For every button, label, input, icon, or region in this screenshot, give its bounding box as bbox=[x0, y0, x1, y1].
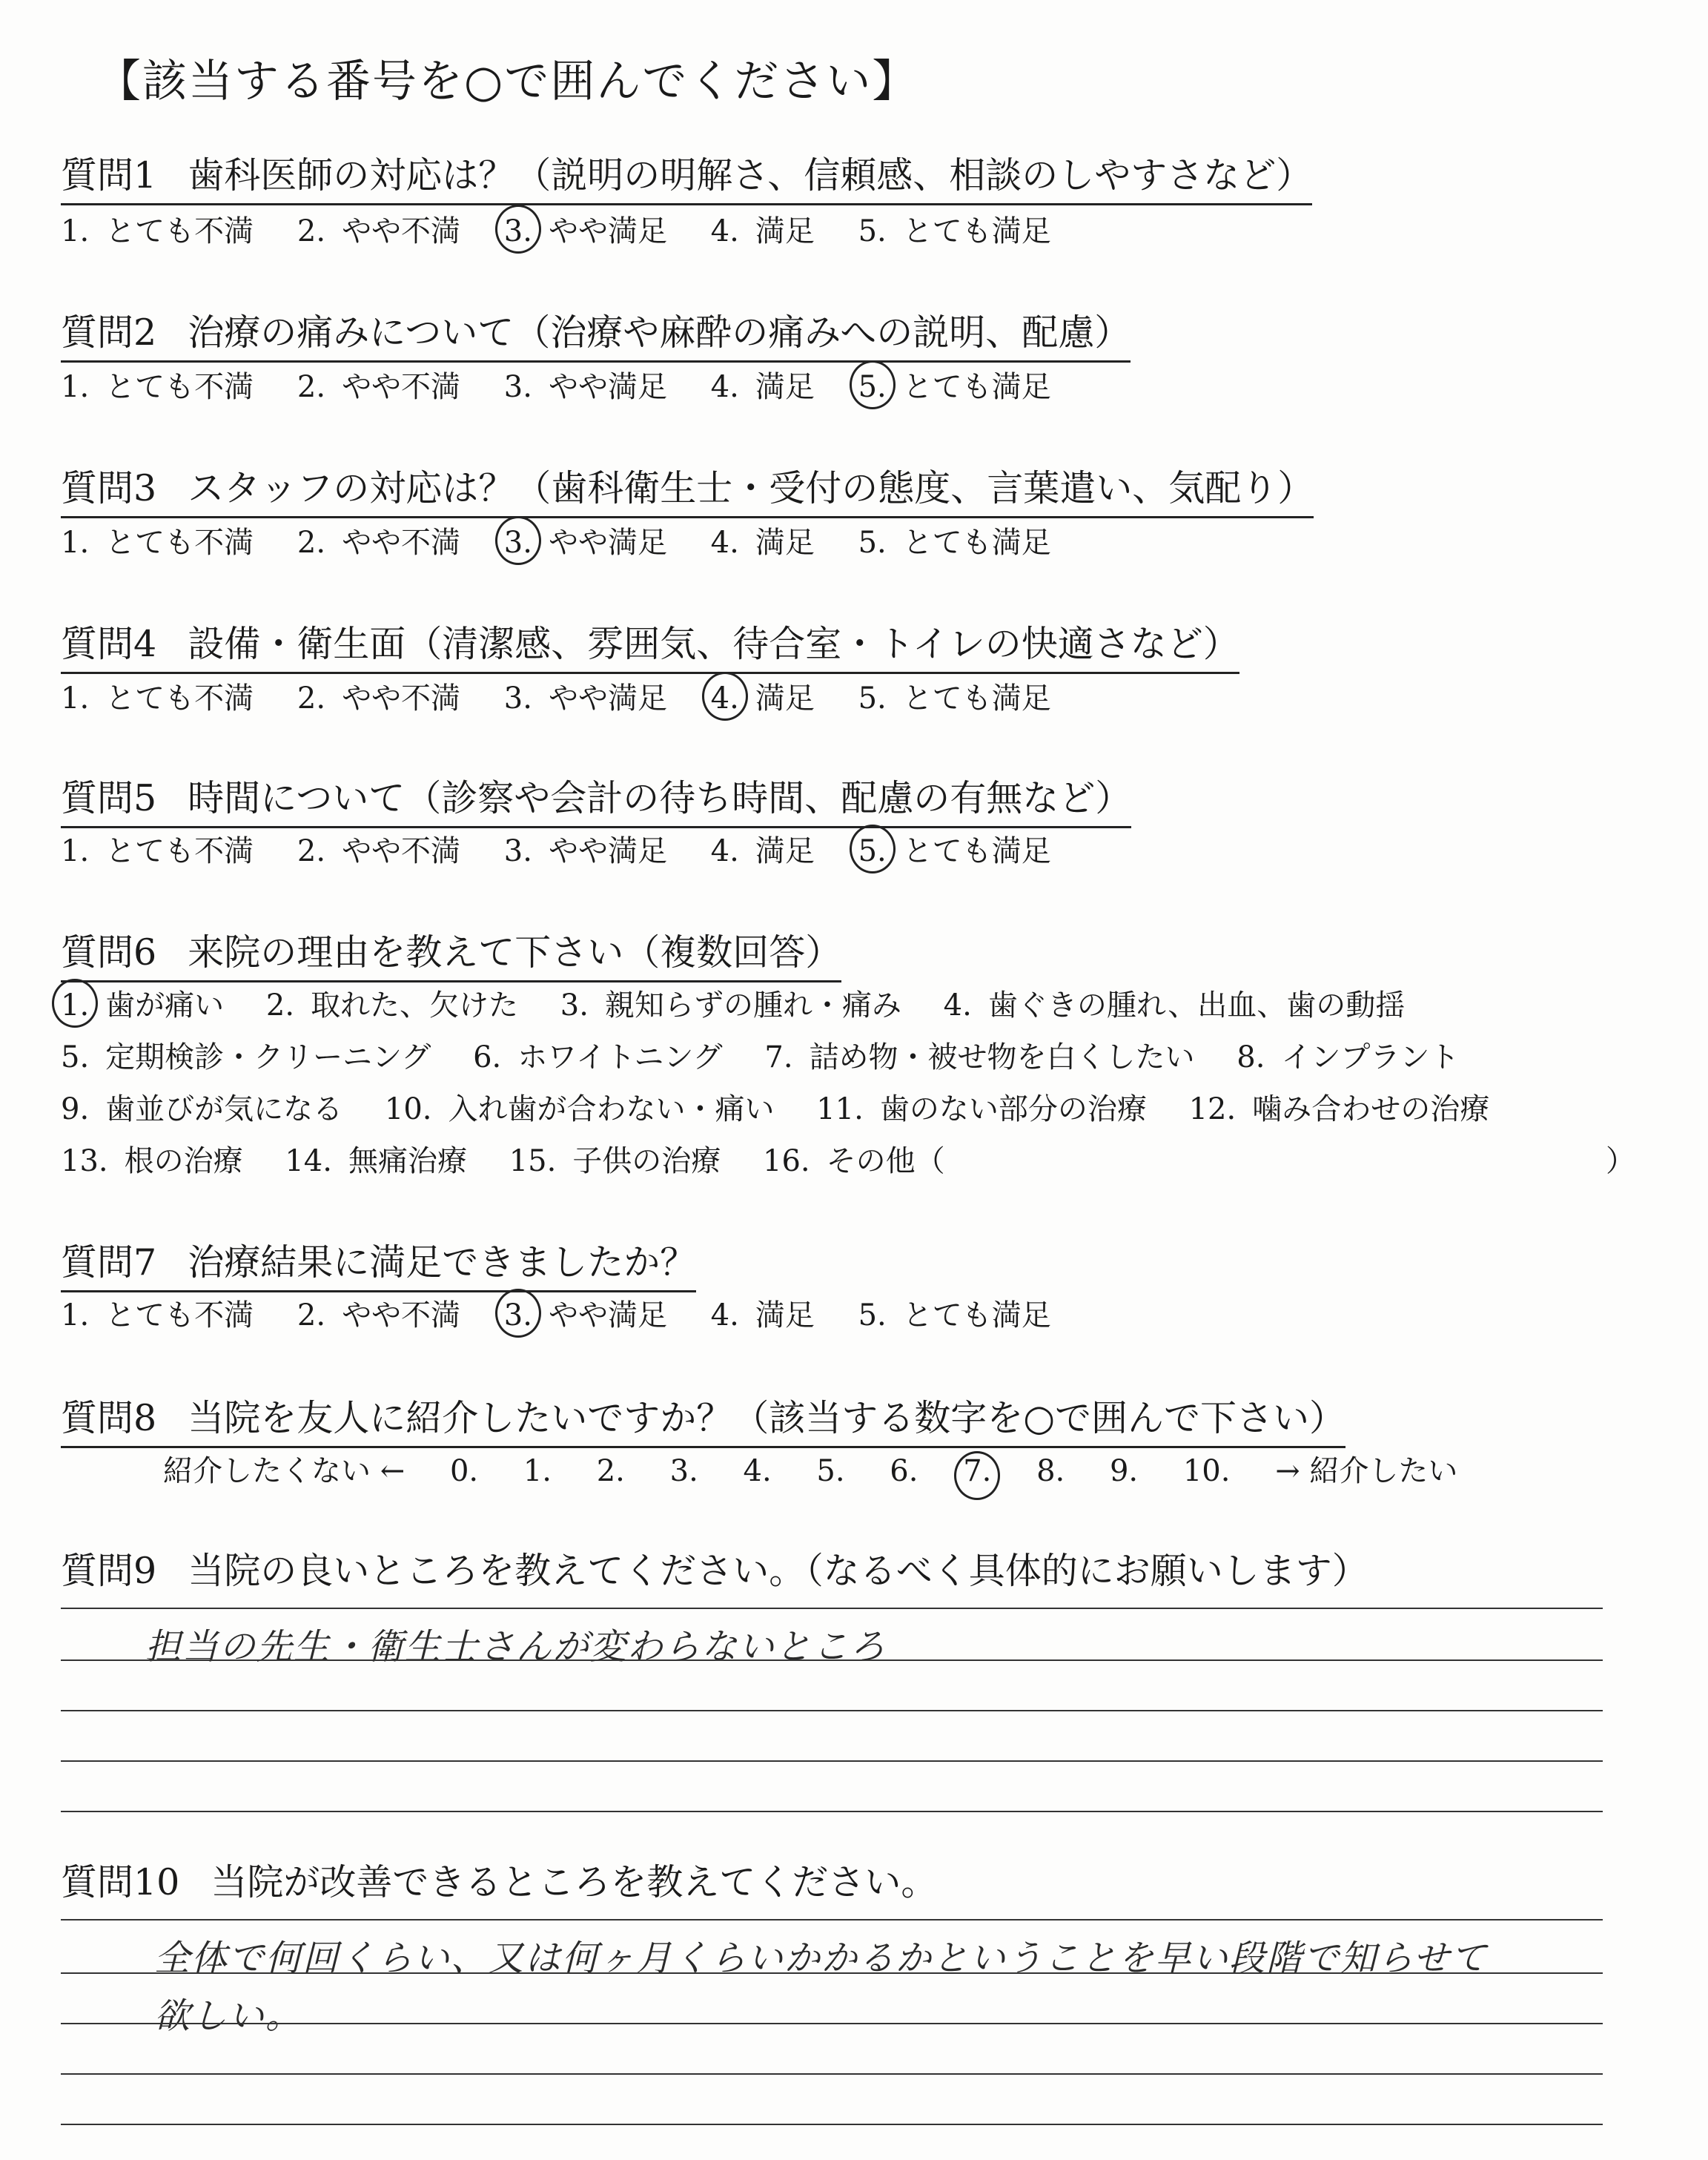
q8-score-8[interactable]: 8. bbox=[1036, 1454, 1065, 1488]
question-9-number: 質問9 bbox=[61, 1550, 157, 1592]
q9-handwritten-answer[interactable]: 担当の先生・衛生士さんが変わらないところ bbox=[145, 1626, 887, 1668]
question-3-text: スタッフの対応は？（歯科衛生士・受付の態度、言葉遣い、気配り） bbox=[188, 467, 1314, 509]
q6-reason-7[interactable]: 7. 詰め物・被せ物を白くしたい bbox=[764, 1040, 1195, 1074]
q8-score-4[interactable]: 4. bbox=[743, 1454, 772, 1488]
q8-left-label: 紹介したくない ← bbox=[163, 1454, 406, 1488]
q7-option-3-selected[interactable]: 3. やや満足 bbox=[504, 1292, 667, 1334]
question-5-heading bbox=[61, 770, 1131, 828]
question-9-text: 当院の良いところを教えてください。（なるべく具体的にお願いします） bbox=[188, 1550, 1368, 1592]
q10-answer-line-5 bbox=[61, 2124, 1603, 2125]
q8-recommend-scale bbox=[163, 1447, 1493, 1490]
q6-reasons-line-4 bbox=[61, 1137, 978, 1180]
q10-answer-line-1 bbox=[61, 1919, 1603, 1920]
question-3-heading bbox=[61, 460, 1314, 518]
question-6-text: 来院の理由を教えて下さい（複数回答） bbox=[188, 931, 842, 974]
question-4-options bbox=[61, 675, 1085, 717]
q4-option-1[interactable]: 1. とても不満 bbox=[61, 681, 254, 716]
question-1-heading bbox=[61, 147, 1312, 205]
q4-option-2[interactable]: 2. やや不満 bbox=[297, 681, 461, 716]
q6-reason-12[interactable]: 12. 噛み合わせの治療 bbox=[1188, 1092, 1490, 1126]
q5-option-2[interactable]: 2. やや不満 bbox=[297, 834, 461, 868]
q3-option-3-selected[interactable]: 3. やや満足 bbox=[504, 519, 667, 561]
q9-answer-line-4 bbox=[61, 1760, 1603, 1762]
q6-reason-5[interactable]: 5. 定期検診・クリーニング bbox=[61, 1040, 431, 1074]
q8-score-2[interactable]: 2. bbox=[596, 1454, 625, 1488]
q8-score-10[interactable]: 10. bbox=[1182, 1454, 1231, 1488]
q8-score-5[interactable]: 5. bbox=[816, 1454, 845, 1488]
q2-option-1[interactable]: 1. とても不満 bbox=[61, 370, 254, 404]
q2-option-2[interactable]: 2. やや不満 bbox=[297, 370, 461, 404]
q2-option-3[interactable]: 3. やや満足 bbox=[503, 370, 667, 404]
q8-score-6[interactable]: 6. bbox=[890, 1454, 918, 1488]
q1-option-1[interactable]: 1. とても不満 bbox=[61, 214, 254, 248]
q6-reason-9[interactable]: 9. 歯並びが気になる bbox=[61, 1092, 343, 1126]
question-2-text: 治療の痛みについて（治療や麻酔の痛みへの説明、配慮） bbox=[188, 311, 1131, 354]
q1-option-2[interactable]: 2. やや不満 bbox=[297, 214, 461, 248]
q6-reason-2[interactable]: 2. 取れた、欠けた bbox=[265, 988, 519, 1023]
question-7-number: 質問7 bbox=[61, 1241, 157, 1284]
q1-option-4[interactable]: 4. 満足 bbox=[710, 214, 815, 248]
q8-score-1[interactable]: 1. bbox=[523, 1454, 552, 1488]
question-10-number: 質問10 bbox=[61, 1861, 180, 1903]
question-2-options bbox=[61, 363, 1085, 406]
question-5-options bbox=[61, 828, 1085, 870]
q7-option-1[interactable]: 1. とても不満 bbox=[61, 1298, 254, 1332]
q1-option-5[interactable]: 5. とても満足 bbox=[858, 214, 1051, 248]
q6-reason-10[interactable]: 10. 入れ歯が合わない・痛い bbox=[384, 1092, 775, 1126]
q10-answer-line-3 bbox=[61, 2023, 1603, 2024]
q6-reason-1-selected[interactable]: 1. 歯が痛い bbox=[61, 982, 224, 1024]
question-1-number: 質問1 bbox=[61, 154, 157, 196]
q10-handwritten-answer-line-2[interactable]: 欲しい。 bbox=[154, 1995, 303, 2037]
q8-score-3[interactable]: 3. bbox=[669, 1454, 698, 1488]
question-8-text: 当院を友人に紹介したいですか？（該当する数字を○で囲んで下さい） bbox=[188, 1397, 1345, 1439]
question-4-number: 質問4 bbox=[61, 623, 157, 665]
q3-option-4[interactable]: 4. 満足 bbox=[710, 526, 815, 560]
q4-option-3[interactable]: 3. やや満足 bbox=[503, 681, 667, 716]
q10-answer-line-2 bbox=[61, 1972, 1603, 1974]
q9-answer-line-1 bbox=[61, 1608, 1603, 1609]
question-10-text: 当院が改善できるところを教えてください。 bbox=[211, 1861, 938, 1903]
q9-answer-line-5 bbox=[61, 1811, 1603, 1812]
q6-reason-14[interactable]: 14. 無痛治療 bbox=[285, 1144, 467, 1178]
question-4-heading bbox=[61, 615, 1239, 674]
question-6-heading bbox=[61, 924, 841, 982]
q9-answer-line-2 bbox=[61, 1659, 1603, 1661]
q6-reasons-line-1 bbox=[61, 982, 1437, 1024]
q7-option-5[interactable]: 5. とても満足 bbox=[858, 1298, 1051, 1332]
question-3-options bbox=[61, 519, 1085, 561]
q5-option-5-selected[interactable]: 5. とても満足 bbox=[858, 828, 1051, 870]
q6-reason-8[interactable]: 8. インプラント bbox=[1237, 1040, 1460, 1074]
q2-option-4[interactable]: 4. 満足 bbox=[710, 370, 815, 404]
q1-option-3-selected[interactable]: 3. やや満足 bbox=[504, 208, 667, 250]
q8-score-0[interactable]: 0. bbox=[449, 1454, 479, 1488]
question-9-heading bbox=[61, 1542, 1368, 1599]
q9-answer-line-3 bbox=[61, 1710, 1603, 1711]
q4-option-5[interactable]: 5. とても満足 bbox=[858, 681, 1051, 716]
q4-option-4-selected[interactable]: 4. 満足 bbox=[711, 675, 815, 717]
q6-reason-13[interactable]: 13. 根の治療 bbox=[61, 1144, 243, 1178]
question-4-text: 設備・衛生面（清潔感、雰囲気、待合室・トイレの快適さなど） bbox=[188, 623, 1239, 665]
question-1-text: 歯科医師の対応は？（説明の明解さ、信頼感、相談のしやすさなど） bbox=[188, 154, 1313, 196]
q3-option-5[interactable]: 5. とても満足 bbox=[858, 526, 1051, 560]
q6-reasons-line-3 bbox=[61, 1086, 1522, 1128]
q8-score-7-selected[interactable]: 7. bbox=[963, 1454, 992, 1488]
q6-reason-6[interactable]: 6. ホワイトニング bbox=[473, 1040, 723, 1074]
q6-other-close-paren: ） bbox=[1606, 1144, 1635, 1178]
question-2-heading bbox=[61, 304, 1131, 363]
q7-option-4[interactable]: 4. 満足 bbox=[710, 1298, 815, 1332]
question-5-number: 質問5 bbox=[61, 777, 157, 819]
q6-reason-11[interactable]: 11. 歯のない部分の治療 bbox=[816, 1092, 1147, 1126]
q10-handwritten-answer-line-1[interactable]: 全体で何回くらい、又は何ヶ月くらいかかるかということを早い段階で知らせて bbox=[154, 1938, 1488, 1979]
question-8-number: 質問8 bbox=[61, 1397, 157, 1439]
question-3-number: 質問3 bbox=[61, 467, 157, 509]
q3-option-2[interactable]: 2. やや不満 bbox=[297, 526, 461, 560]
q6-reason-15[interactable]: 15. 子供の治療 bbox=[509, 1144, 721, 1178]
question-10-heading bbox=[61, 1854, 937, 1910]
q8-right-label: → 紹介したい bbox=[1275, 1454, 1458, 1488]
question-5-text: 時間について（診察や会計の待ち時間、配慮の有無など） bbox=[188, 777, 1132, 819]
question-6-number: 質問6 bbox=[61, 931, 157, 974]
question-1-options bbox=[61, 208, 1085, 250]
q8-score-9[interactable]: 9. bbox=[1109, 1454, 1139, 1488]
q6-reason-16-other[interactable]: 16. その他（ bbox=[763, 1144, 945, 1178]
question-7-options bbox=[61, 1292, 1085, 1334]
question-7-heading bbox=[61, 1234, 696, 1292]
q2-option-5-selected[interactable]: 5. とても満足 bbox=[858, 363, 1051, 406]
q6-reason-3[interactable]: 3. 親知らずの腫れ・痛み bbox=[560, 988, 901, 1023]
q10-answer-line-4 bbox=[61, 2073, 1603, 2075]
q6-reasons-line-2 bbox=[61, 1034, 1492, 1076]
q5-option-4[interactable]: 4. 満足 bbox=[710, 834, 815, 868]
q5-option-3[interactable]: 3. やや満足 bbox=[503, 834, 667, 868]
q5-option-1[interactable]: 1. とても不満 bbox=[61, 834, 254, 868]
question-2-number: 質問2 bbox=[61, 311, 157, 354]
question-8-heading bbox=[61, 1390, 1345, 1448]
q3-option-1[interactable]: 1. とても不満 bbox=[61, 526, 254, 560]
q6-reason-4[interactable]: 4. 歯ぐきの腫れ、出血、歯の動揺 bbox=[943, 988, 1406, 1023]
question-7-text: 治療結果に満足できましたか？ bbox=[188, 1241, 697, 1284]
q7-option-2[interactable]: 2. やや不満 bbox=[297, 1298, 461, 1332]
page-title: 【該当する番号を○で囲んでください】 bbox=[96, 56, 918, 108]
